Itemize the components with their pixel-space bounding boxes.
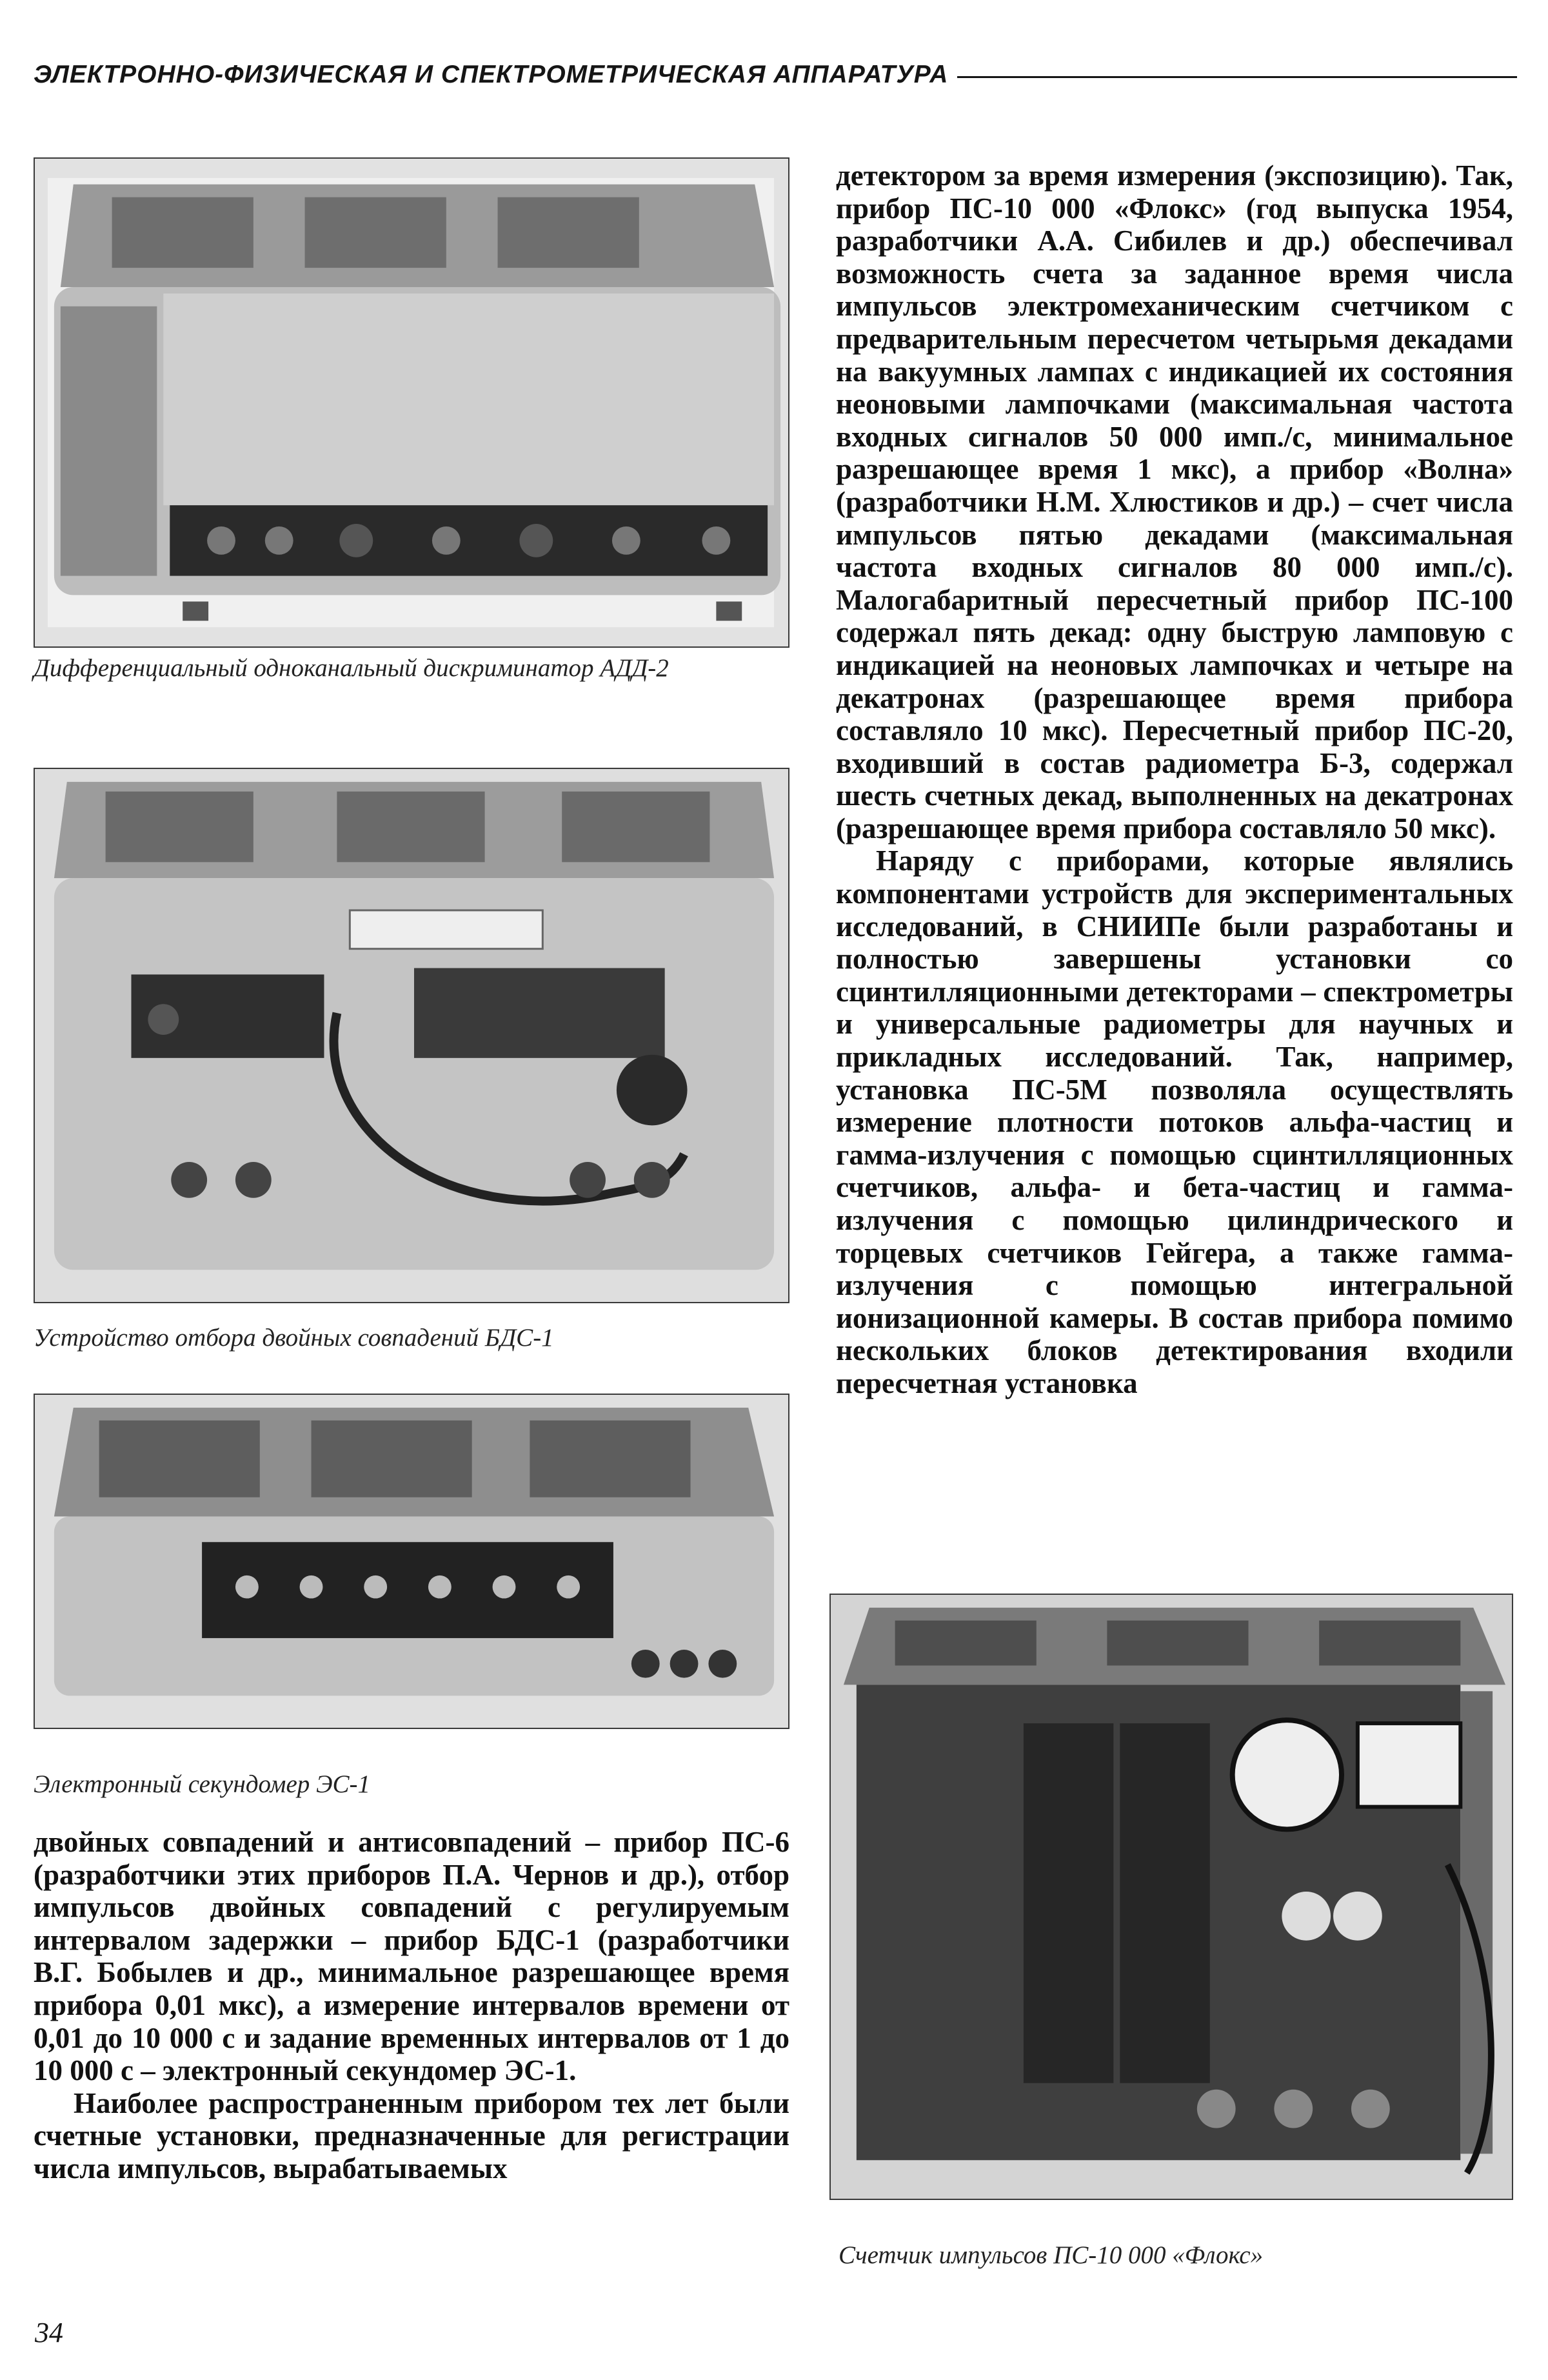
photo-stopwatch-es1 <box>34 1394 789 1729</box>
paragraph: двойных совпадений и антисовпадений – прибор ПС-6 (разработчики этих приборов П.А. Чернов и др.), отбор импульсов двойных совпадений с регулируемым интервалом задержки – прибор БДС-1 (разработчики В.Г. Бобылев и др., минимальное разрешающее время прибора 0,01 мкс), а измерение интервалов времени от 0,01 до 10 000 с и задание временных интервалов от 1 до 10 000 с – электронный секундомер ЭС-1. <box>34 1826 789 2087</box>
paragraph: Наиболее распространенным прибором тех лет были счетные установки, предназначенные для регистрации числа импульсов, вырабатываемых <box>34 2086 789 2185</box>
caption-discriminator: Дифференциальный одноканальный дискриминатор АДД-2 <box>34 654 669 682</box>
section-title: ЭЛЕКТРОННО-ФИЗИЧЕСКАЯ И СПЕКТРОМЕТРИЧЕСКАЯ АППАРАТУРА <box>34 61 949 88</box>
photo-coincidence-bds1 <box>34 768 789 1303</box>
paragraph: детектором за время измерения (экспозицию). Так, прибор ПС-10 000 «Флокс» (год выпуска 1954, разработчики А.А. Сибилев и др.) обеспечивал возможность счета за заданное время числа импульсов электромеханическим счетчиком с предварительным пересчетом четырьмя декадами на вакуумных лампах с индикацией их состояния неоновыми лампочками (максимальная частота входных сигналов 50 000 имп./с, минимальное разрешающее время 1 мкс), а прибор «Волна» (разработчики Н.М. Хлюстиков и др.) – счет числа импульсов пятью декадами (максимальная частота входных сигналов 80 000 имп./с). Малогабаритный пересчетный прибор ПС-100 содержал пять декад: одну быструю ламповую с индикацией на неоновых лампочках и четыре на декатронах (разрешающее время прибора составляло 10 мкс). Пересчетный прибор ПС-20, входивший в состав радиометра Б-3, содержал шесть счетных декад, выполненных на декатронах (разрешающее время прибора составляло 50 мкс). <box>836 159 1513 845</box>
page-number: 34 <box>35 2317 63 2348</box>
caption-stopwatch: Электронный секундомер ЭС-1 <box>34 1770 371 1798</box>
header-rule <box>957 76 1517 78</box>
caption-counter: Счетчик импульсов ПС-10 000 «Флокс» <box>838 2241 1264 2269</box>
photo-counter-ps10000-floks <box>829 1594 1513 2200</box>
text-column-right <box>836 159 1513 1400</box>
caption-coincidence: Устройство отбора двойных совпадений БДС-1 <box>34 1324 554 1352</box>
text-column-left <box>34 1826 789 2185</box>
paragraph: Наряду с приборами, которые являлись компонентами устройств для экспериментальных исследований, в СНИИПе были разработаны и полностью завершены установки со сцинтилляционными детекторами – спектрометры и универсальные радиометры для научных и прикладных исследований. Так, например, установка ПС-5М позволяла осуществлять измерение плотности потоков альфа-частиц и гамма-излучения с помощью сцинтилляционных счетчиков, альфа- и бета-частиц и гамма-излучения с помощью цилиндрического и торцевых счетчиков Гейгера, а также гамма-излучения с помощью интегральной ионизационной камеры. В состав прибора помимо нескольких блоков детектирования входили пересчетная установка <box>836 845 1513 1399</box>
running-header <box>34 58 1517 92</box>
photo-discriminator-add2 <box>34 157 789 648</box>
